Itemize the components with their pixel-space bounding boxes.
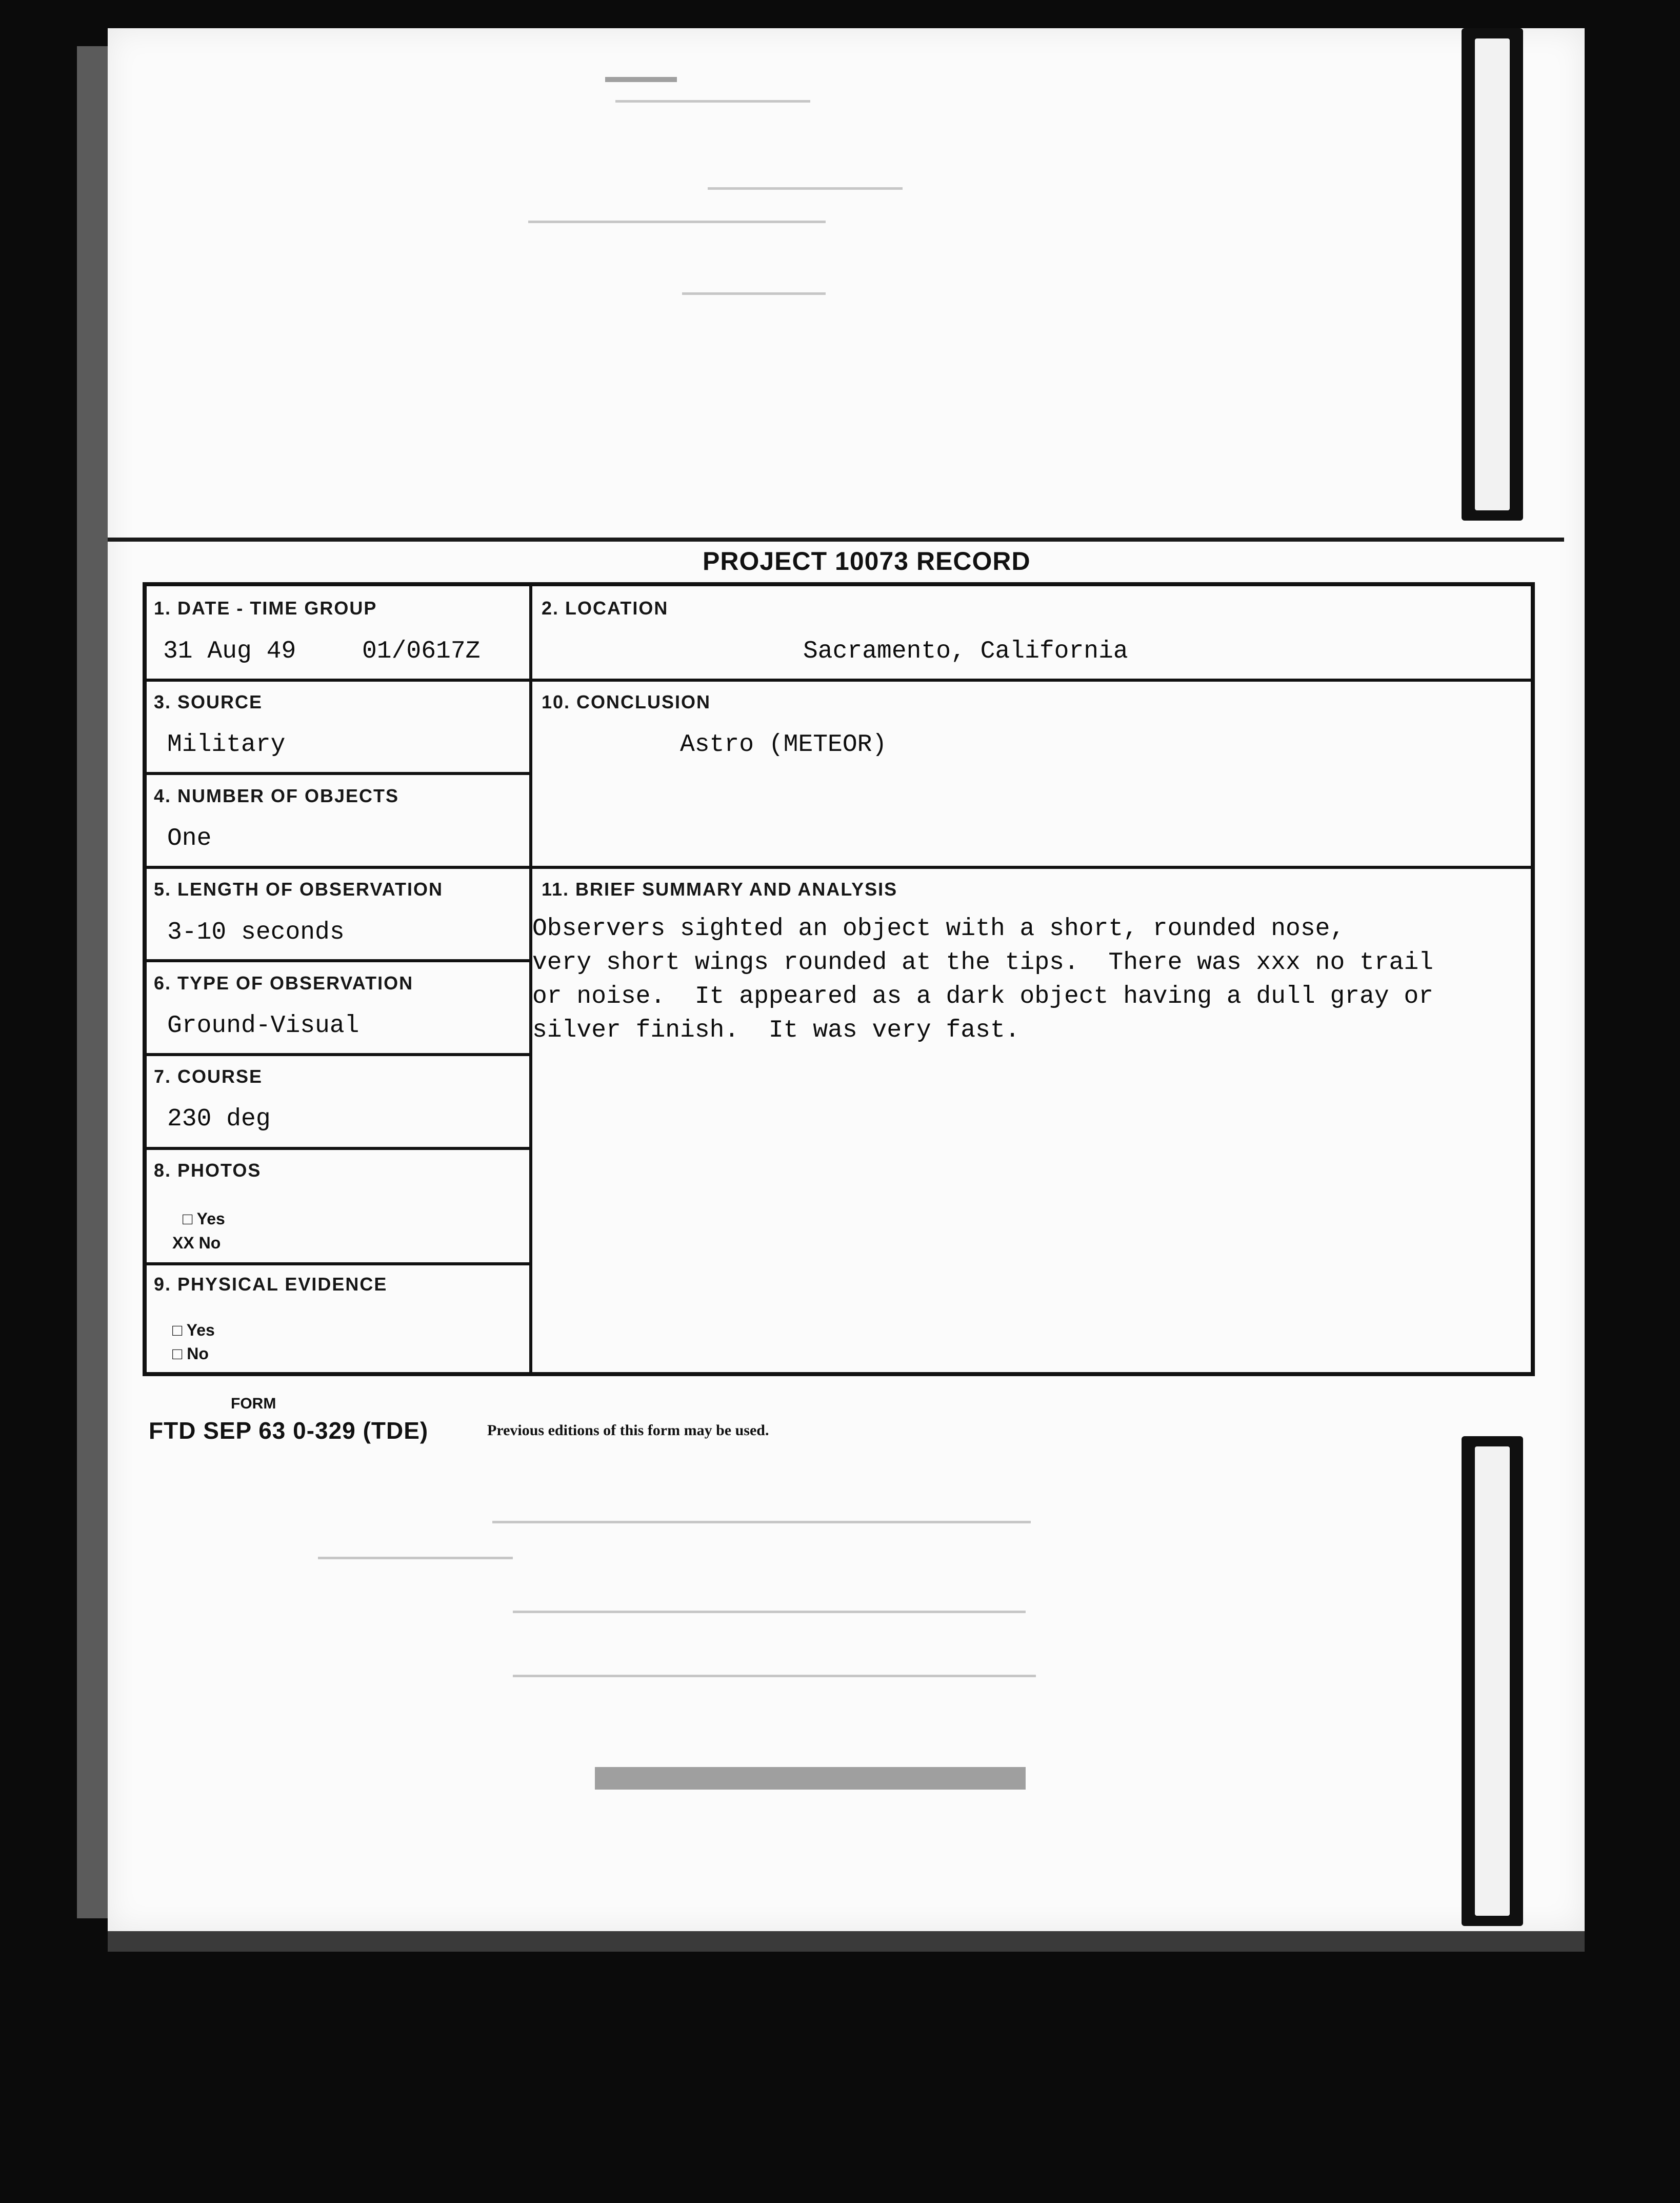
form-note: Previous editions of this form may be used. — [487, 1422, 769, 1439]
length-of-observation-value: 3-10 seconds — [167, 919, 345, 946]
physical-evidence-yes-checkbox: □ Yes — [172, 1321, 215, 1339]
film-edge-left — [77, 46, 108, 1918]
form-word: FORM — [231, 1395, 276, 1412]
bleed-mark — [513, 1611, 1026, 1613]
row-divider — [147, 679, 1531, 682]
course-label: 7. COURSE — [154, 1066, 263, 1087]
location-value: Sacramento, California — [803, 638, 1128, 665]
bleed-mark — [615, 100, 810, 103]
date-value: 31 Aug 49 — [163, 638, 296, 665]
location-label: 2. LOCATION — [542, 598, 669, 619]
film-margin-bar-bottom — [1462, 1436, 1523, 1926]
record-form — [143, 582, 1535, 1376]
type-of-observation-value: Ground-Visual — [167, 1012, 359, 1040]
source-value: Military — [167, 731, 286, 759]
bleed-mark — [513, 1675, 1036, 1677]
time-value: 01/0617Z — [362, 638, 481, 665]
bleed-mark — [708, 187, 903, 190]
conclusion-value: Astro (METEOR) — [680, 731, 887, 759]
film-margin-bar-top — [1462, 28, 1523, 521]
bleed-mark — [318, 1557, 513, 1559]
photos-yes-checkbox: □ Yes — [183, 1209, 225, 1228]
photos-label: 8. PHOTOS — [154, 1160, 262, 1181]
page-divider — [108, 538, 1564, 542]
number-of-objects-label: 4. NUMBER OF OBJECTS — [154, 785, 399, 806]
film-edge-bottom — [108, 1931, 1585, 1952]
row-divider — [147, 959, 532, 962]
bleed-mark — [595, 1767, 1026, 1790]
course-value: 230 deg — [167, 1105, 271, 1133]
row-divider — [147, 1147, 532, 1150]
number-of-objects-value: One — [167, 825, 212, 852]
photos-no-checkbox: XX No — [172, 1234, 221, 1252]
row-divider — [147, 1053, 532, 1056]
type-of-observation-label: 6. TYPE OF OBSERVATION — [154, 973, 414, 994]
bleed-mark — [605, 77, 677, 82]
summary-label: 11. BRIEF SUMMARY AND ANALYSIS — [542, 879, 898, 900]
summary-text: Observers sighted an object with a short, rounded nose, very short wings rounded at the tips. There was xxx no trail or noise. It appeared as a dark object having a dull gray or silver finish. It was very fast. — [532, 915, 1434, 1044]
row-divider — [147, 1262, 532, 1265]
form-code: FTD SEP 63 0-329 (TDE) — [149, 1417, 429, 1444]
record-title: PROJECT 10073 RECORD — [703, 547, 1031, 575]
bleed-mark — [682, 292, 826, 295]
bleed-mark — [492, 1521, 1031, 1523]
length-of-observation-label: 5. LENGTH OF OBSERVATION — [154, 879, 444, 900]
bleed-mark — [528, 221, 826, 223]
conclusion-label: 10. CONCLUSION — [542, 691, 711, 712]
physical-evidence-no-checkbox: □ No — [172, 1344, 209, 1363]
row-divider — [147, 772, 532, 775]
physical-evidence-label: 9. PHYSICAL EVIDENCE — [154, 1274, 388, 1295]
row-divider — [147, 866, 1531, 869]
date-time-label: 1. DATE - TIME GROUP — [154, 598, 377, 619]
source-label: 3. SOURCE — [154, 691, 263, 712]
